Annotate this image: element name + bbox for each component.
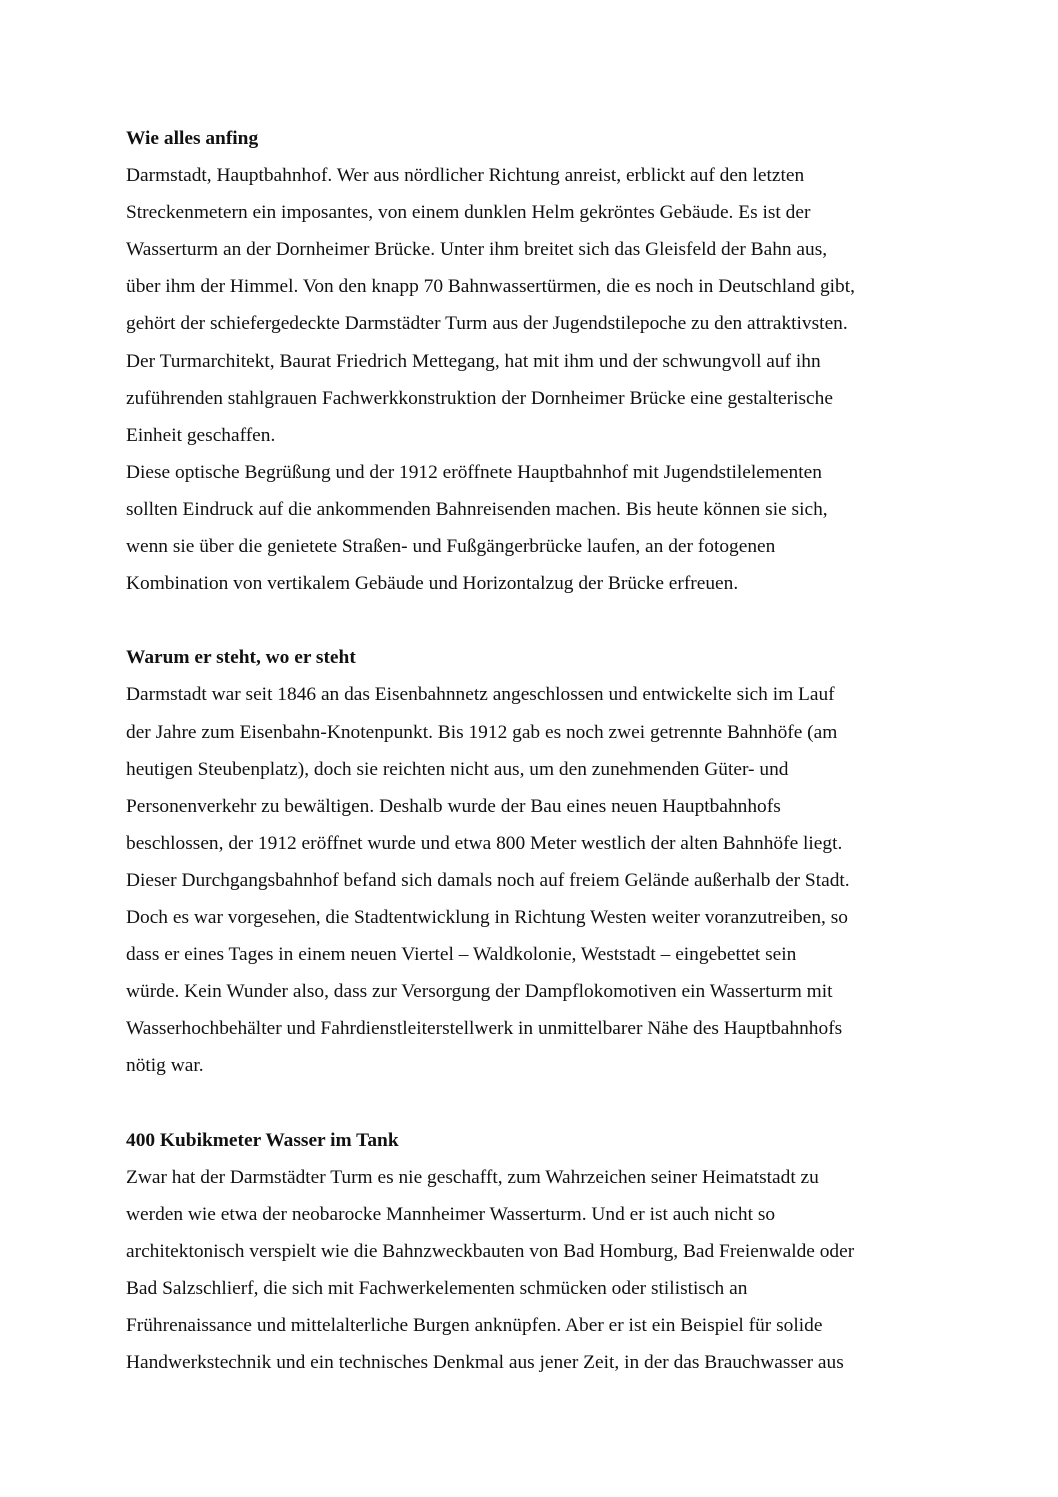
text-line: architektonisch verspielt wie die Bahnzweckbauten von Bad Homburg, Bad Freienwalde oder bbox=[126, 1240, 855, 1262]
text-line: zuführenden stahlgrauen Fachwerkkonstruktion der Dornheimer Brücke eine gestalterische bbox=[126, 387, 833, 409]
text-line: Kombination von vertikalem Gebäude und Horizontalzug der Brücke erfreuen. bbox=[126, 573, 739, 595]
text-line: Darmstadt, Hauptbahnhof. Wer aus nördlicher Richtung anreist, erblickt auf den letzten bbox=[126, 165, 805, 187]
text-line: der Jahre zum Eisenbahn-Knotenpunkt. Bis 1912 gab es noch zwei getrennte Bahnhöfe (am bbox=[126, 721, 838, 743]
paragraph-gap bbox=[126, 1084, 936, 1121]
text-line: würde. Kein Wunder also, dass zur Versorgung der Dampflokomotiven ein Wasserturm mit bbox=[126, 981, 833, 1003]
text-line: sollten Eindruck auf die ankommenden Bahnreisenden machen. Bis heute können sie sich, bbox=[126, 498, 828, 520]
text-line: über ihm der Himmel. Von den knapp 70 Bahnwassertürmen, die es noch in Deutschland gibt, bbox=[126, 276, 855, 298]
text-line: heutigen Steubenplatz), doch sie reichten nicht aus, um den zunehmenden Güter- und bbox=[126, 758, 789, 780]
text-line: Streckenmetern ein imposantes, von einem dunklen Helm gekröntes Gebäude. Es ist der bbox=[126, 202, 811, 224]
section-wie-alles-anfing bbox=[126, 120, 936, 602]
section-heading: 400 Kubikmeter Wasser im Tank bbox=[126, 1129, 399, 1151]
text-line: Diese optische Begrüßung und der 1912 eröffnete Hauptbahnhof mit Jugendstilelementen bbox=[126, 461, 822, 483]
text-line: Bad Salzschlierf, die sich mit Fachwerkelementen schmücken oder stilistisch an bbox=[126, 1277, 748, 1299]
text-line: werden wie etwa der neobarocke Mannheimer Wasserturm. Und er ist auch nicht so bbox=[126, 1203, 776, 1225]
section-400-kubikmeter bbox=[126, 1122, 936, 1382]
text-line: Dieser Durchgangsbahnhof befand sich damals noch auf freiem Gelände außerhalb der Stadt. bbox=[126, 869, 850, 891]
text-line: nötig war. bbox=[126, 1055, 204, 1077]
text-line: wenn sie über die genietete Straßen- und Fußgängerbrücke laufen, an der fotogenen bbox=[126, 536, 776, 558]
document-page bbox=[126, 120, 936, 1381]
text-line: beschlossen, der 1912 eröffnet wurde und etwa 800 Meter westlich der alten Bahnhöfe liegt. bbox=[126, 832, 843, 854]
text-line: gehört der schiefergedeckte Darmstädter Turm aus der Jugendstilepoche zu den attraktivsten. bbox=[126, 313, 848, 335]
text-line: Der Turmarchitekt, Baurat Friedrich Mettegang, hat mit ihm und der schwungvoll auf ihn bbox=[126, 350, 821, 372]
section-heading: Warum er steht, wo er steht bbox=[126, 647, 356, 669]
section-warum-er-steht bbox=[126, 639, 936, 1084]
text-line: dass er eines Tages in einem neuen Viertel – Waldkolonie, Weststadt – eingebettet sein bbox=[126, 944, 797, 966]
text-line: Frührenaissance und mittelalterliche Burgen anknüpfen. Aber er ist ein Beispiel für solide bbox=[126, 1315, 823, 1336]
text-line: Handwerkstechnik und ein technisches Denkmal aus jener Zeit, in der das Brauchwasser aus bbox=[126, 1352, 844, 1374]
text-line: Wasserhochbehälter und Fahrdienstleiterstellwerk in unmittelbarer Nähe des Hauptbahnhofs bbox=[126, 1018, 843, 1040]
text-line: Doch es war vorgesehen, die Stadtentwicklung in Richtung Westen weiter voranzutreiben, so bbox=[126, 906, 848, 928]
paragraph-gap bbox=[126, 602, 936, 639]
text-line: Zwar hat der Darmstädter Turm es nie geschafft, zum Wahrzeichen seiner Heimatstadt zu bbox=[126, 1166, 819, 1188]
text-line: Darmstadt war seit 1846 an das Eisenbahnnetz angeschlossen und entwickelte sich im Lauf bbox=[126, 684, 835, 706]
text-line: Personenverkehr zu bewältigen. Deshalb wurde der Bau eines neuen Hauptbahnhofs bbox=[126, 795, 781, 817]
section-heading: Wie alles anfing bbox=[126, 128, 259, 149]
text-line: Einheit geschaffen. bbox=[126, 424, 276, 446]
text-line: Wasserturm an der Dornheimer Brücke. Unter ihm breitet sich das Gleisfeld der Bahn aus, bbox=[126, 239, 828, 261]
